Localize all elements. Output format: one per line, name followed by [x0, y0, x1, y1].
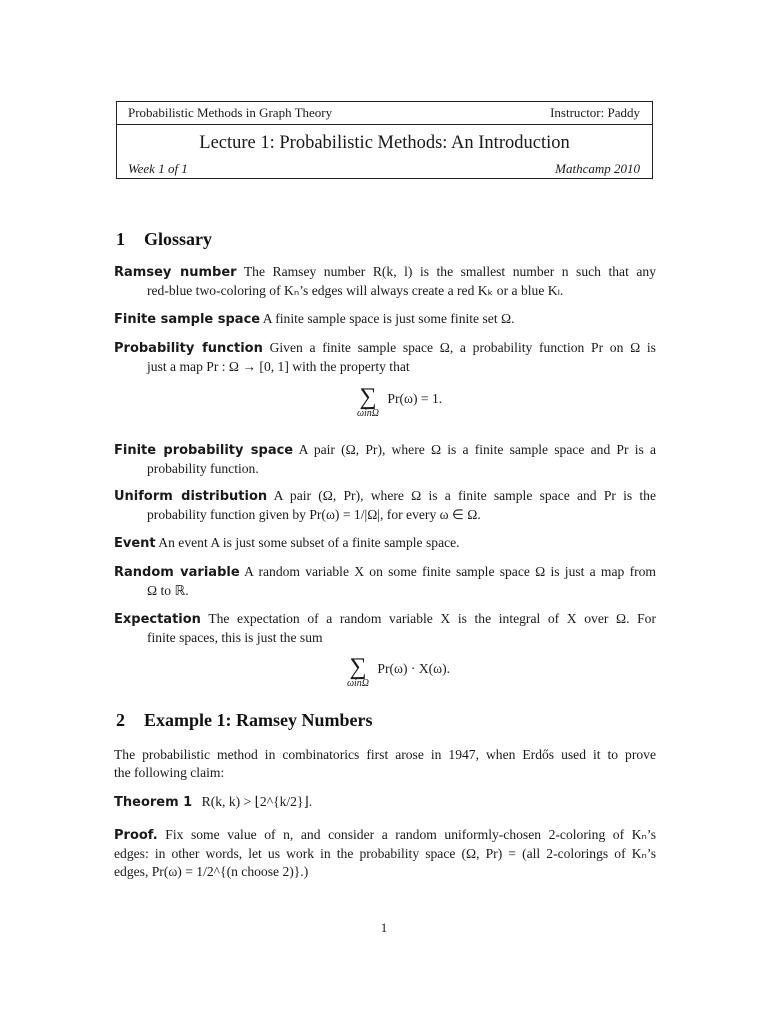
theorem-label: Theorem 1 [114, 795, 193, 810]
theorem-statement [114, 793, 656, 812]
glossary-text-cont: probability function. [147, 461, 259, 476]
week-label: Week 1 of 1 [128, 161, 188, 176]
glossary-entry-probability-function [114, 339, 656, 376]
section-title: Glossary [144, 229, 213, 249]
glossary-text: A finite sample space is just some finite set Ω. [262, 311, 515, 326]
sum-formula-expectation [342, 656, 450, 689]
section-heading-glossary [116, 229, 212, 250]
sum-body: Pr(ω) = 1. [387, 391, 443, 406]
section-title: Example 1: Ramsey Numbers [144, 710, 373, 730]
paragraph-line: The probabilistic method in combinatorics first arose in 1947, when Erdős used it to prove [114, 747, 656, 762]
glossary-text: A random variable X on some finite sample space Ω is just a map from [244, 564, 657, 579]
glossary-term: Finite probability space [114, 443, 294, 458]
glossary-entry-finite-probability-space [114, 441, 656, 478]
glossary-text: A pair (Ω, Pr), where Ω is a finite sample space and Pr is a [298, 442, 656, 457]
glossary-text-cont: probability function given by Pr(ω) = 1/|Ω|, for every ω ∈ Ω. [147, 507, 481, 522]
glossary-entry-expectation [114, 610, 656, 647]
sigma-symbol: ∑ [359, 384, 377, 410]
glossary-text: The Ramsey number R(k, l) is the smallest number n such that any [243, 264, 656, 279]
sum-subscript: ωinΩ [346, 678, 370, 689]
theorem-body: R(k, k) > ⌊2^{k/2}⌋. [201, 794, 313, 809]
glossary-term: Finite sample space [114, 312, 261, 327]
instructor-name: Instructor: Paddy [550, 105, 640, 120]
glossary-text: Given a finite sample space Ω, a probability function Pr on Ω is [269, 340, 656, 355]
glossary-term: Expectation [114, 612, 201, 627]
glossary-term: Random variable [114, 565, 240, 580]
glossary-entry-random-variable [114, 563, 656, 600]
header-divider [117, 124, 652, 125]
intro-paragraph [114, 746, 656, 782]
glossary-text-cont: red-blue two-coloring of Kₙ’s edges will always create a red Kₖ or a blue Kₗ. [147, 283, 564, 298]
paragraph-line: the following claim: [114, 765, 225, 780]
paragraph-line: edges, Pr(ω) = 1/2^{(n choose 2)}.) [114, 864, 309, 879]
page-number: 1 [380, 920, 388, 935]
section-number: 1 [116, 229, 125, 249]
glossary-term: Ramsey number [114, 265, 237, 280]
glossary-text-cont: Ω to ℝ. [147, 583, 189, 598]
section-number: 2 [116, 710, 125, 730]
proof-text: Fix some value of n, and consider a random uniformly-chosen 2-coloring of Kₙ’s [165, 827, 656, 842]
lecture-title: Lecture 1: Probabilistic Methods: An Introduction [199, 133, 570, 153]
glossary-text: The expectation of a random variable X is the integral of X over Ω. For [208, 611, 656, 626]
section-heading-ramsey [116, 710, 372, 731]
glossary-entry-ramsey [114, 263, 656, 300]
proof-label: Proof. [114, 828, 158, 843]
glossary-term: Uniform distribution [114, 489, 268, 504]
sigma-symbol: ∑ [349, 654, 367, 680]
paragraph-line: edges: in other words, let us work in the probability space (Ω, Pr) = (all 2-colorings of Kₙ’s [114, 846, 656, 861]
camp-label: Mathcamp 2010 [555, 161, 640, 176]
lecture-header-box [116, 101, 653, 179]
sum-subscript: ωinΩ [356, 408, 380, 419]
sum-formula-probability [352, 386, 442, 419]
glossary-entry-finite-sample-space [114, 310, 656, 329]
glossary-entry-event [114, 534, 656, 553]
course-name: Probabilistic Methods in Graph Theory [128, 105, 333, 120]
glossary-text: An event A is just some subset of a finite sample space. [158, 535, 460, 550]
glossary-text: A pair (Ω, Pr), where Ω is a finite sample space and Pr is the [273, 488, 656, 503]
glossary-term: Event [114, 536, 156, 551]
glossary-text-cont: just a map Pr : Ω → [0, 1] with the property that [147, 359, 410, 374]
sum-body: Pr(ω) · X(ω). [377, 661, 451, 676]
glossary-term: Probability function [114, 341, 263, 356]
proof-paragraph [114, 826, 656, 881]
glossary-text-cont: finite spaces, this is just the sum [147, 630, 323, 645]
glossary-entry-uniform-distribution [114, 487, 656, 524]
